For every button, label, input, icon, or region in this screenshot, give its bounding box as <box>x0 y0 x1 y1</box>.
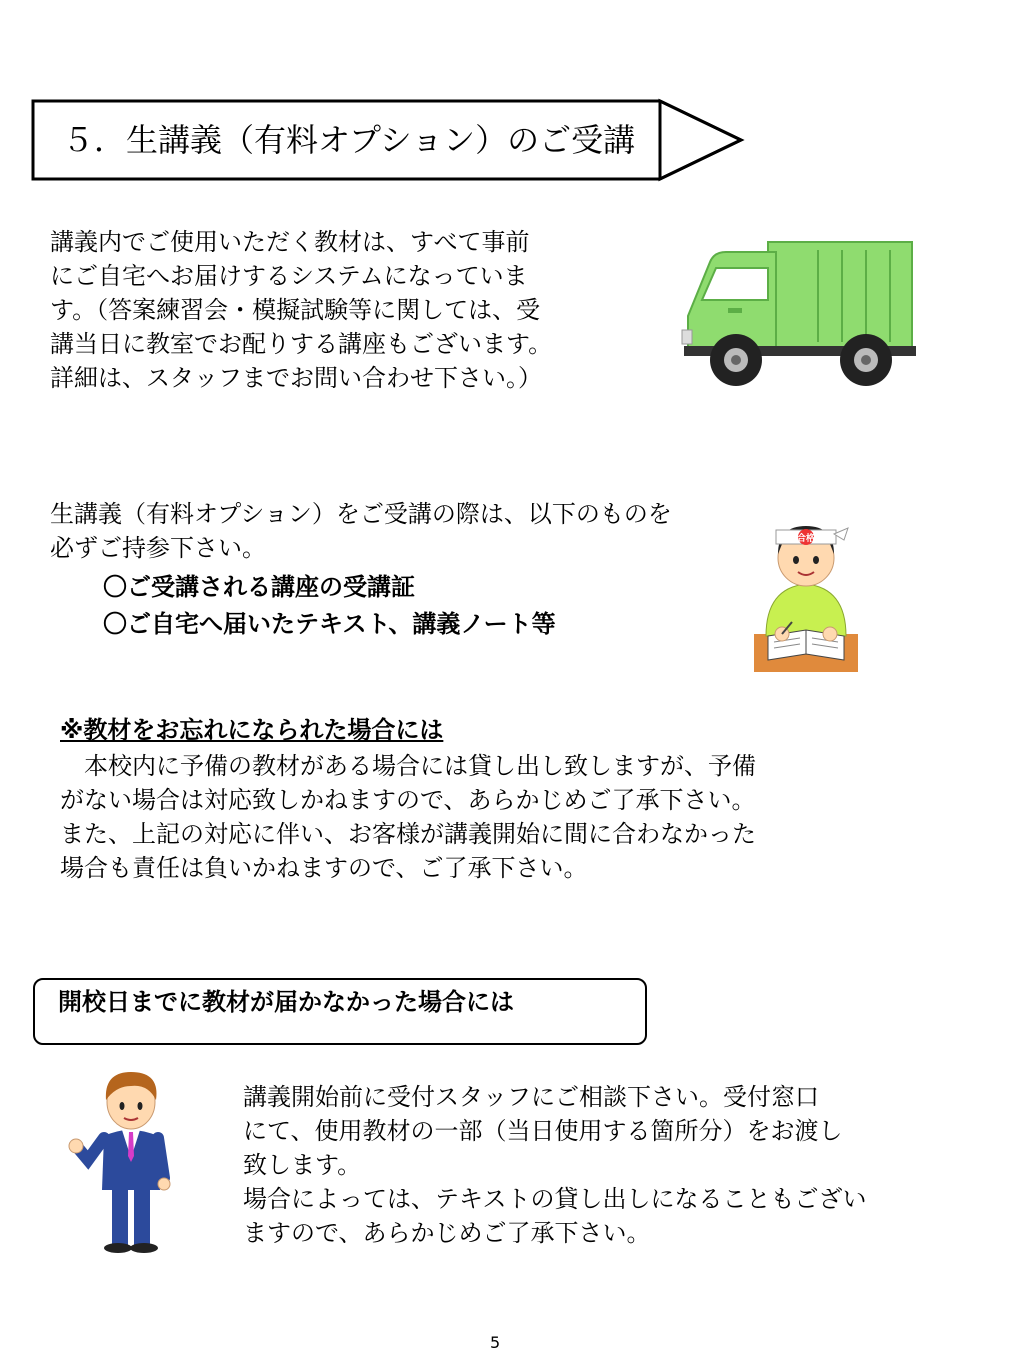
undelivered-heading: 開校日までに教材が届かなかった場合には <box>58 988 514 1016</box>
paragraph-line: 詳細は、スタッフまでお問い合わせ下さい。） <box>50 364 542 392</box>
page-title: ５．生講義（有料オプション）のご受講 <box>62 121 636 159</box>
paragraph-line: 講義内でご使用いただく教材は、すべて事前 <box>50 228 530 256</box>
headband-text: 合格 <box>796 534 816 544</box>
page-number: 5 <box>490 1333 501 1352</box>
paragraph-line: 生講義（有料オプション）をご受講の際は、以下のものを <box>50 500 672 528</box>
paragraph-line: また、上記の対応に伴い、お客様が講義開始に間に合わなかった <box>60 820 756 848</box>
bring-item-certificate: 〇ご受講される講座の受講証 <box>103 573 415 601</box>
paragraph-line: 必ずご持参下さい。 <box>50 534 266 562</box>
paragraph-line: 本校内に予備の教材がある場合には貸し出し致しますが、予備 <box>60 752 756 780</box>
staff-man-icon <box>68 1066 198 1256</box>
paragraph-line: 講当日に教室でお配りする講座もございます。 <box>50 330 553 358</box>
paragraph-line: す。（答案練習会・模擬試験等に関しては、受 <box>50 296 541 324</box>
forgotten-materials-paragraph <box>60 749 756 885</box>
paragraph-line: 場合によっては、テキストの貸し出しになることもござい <box>243 1185 867 1213</box>
paragraph-line: にご自宅へお届けするシステムになっていま <box>50 262 528 290</box>
items-to-bring-intro <box>50 497 672 565</box>
delivery-paragraph <box>50 225 552 395</box>
paragraph-line: 講義開始前に受付スタッフにご相談下さい。受付窓口 <box>243 1083 819 1111</box>
paragraph-line: ますので、あらかじめご了承下さい。 <box>243 1219 651 1247</box>
undelivered-paragraph <box>243 1080 867 1250</box>
studying-student-icon <box>752 518 860 672</box>
paragraph-line: にて、使用教材の一部（当日使用する箇所分）をお渡し <box>243 1117 843 1145</box>
delivery-truck-icon <box>680 238 916 390</box>
paragraph-line: 場合も責任は負いかねますので、ご了承下さい。 <box>60 854 588 882</box>
bring-item-textbook: 〇ご自宅へ届いたテキスト、講義ノート等 <box>103 610 556 638</box>
paragraph-line: 致します。 <box>243 1151 362 1179</box>
forgotten-materials-heading: ※教材をお忘れになられた場合には <box>60 716 444 744</box>
paragraph-line: がない場合は対応致しかねますので、あらかじめご了承下さい。 <box>60 786 756 814</box>
